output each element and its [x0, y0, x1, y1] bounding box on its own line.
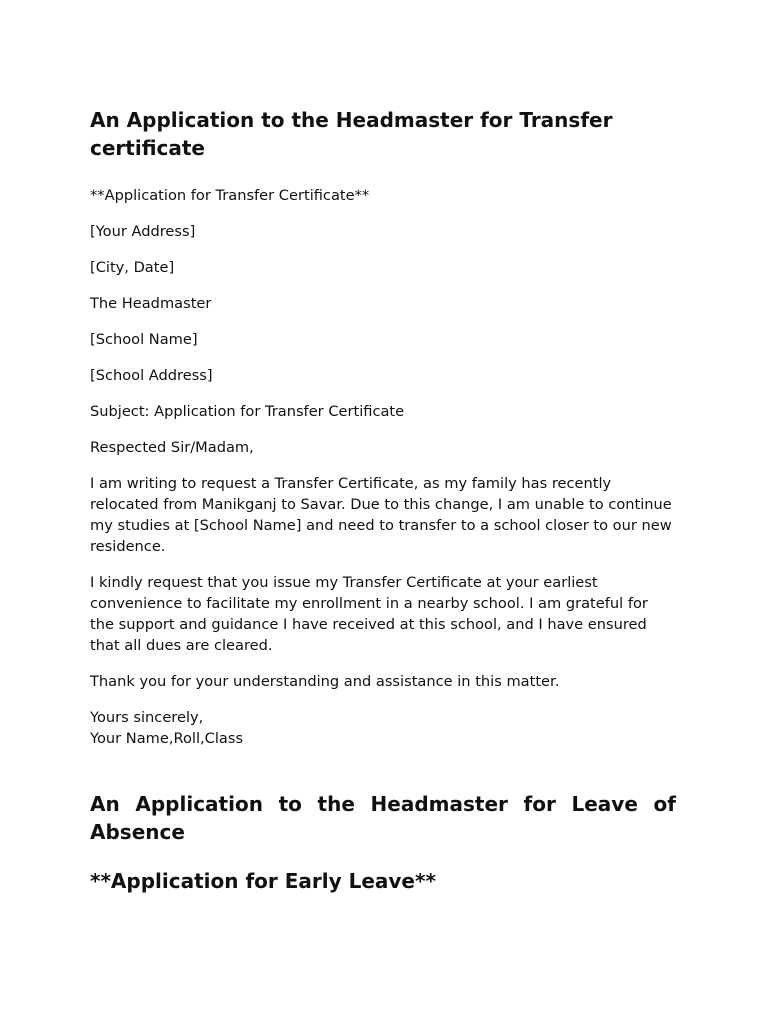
body-paragraph-2: I kindly request that you issue my Transfer Certificate at your earliest convenience to facilitate my enrollment in a nearby school. I am grateful for the support and guidance I have received at this school, and I have ensured that all dues are cleared. — [90, 574, 648, 654]
application-heading: **Application for Transfer Certificate** — [90, 187, 370, 204]
salutation: Respected Sir/Madam, — [90, 439, 254, 456]
document-page — [90, 106, 676, 895]
early-leave-heading: **Application for Early Leave** — [90, 869, 436, 893]
school-address: [School Address] — [90, 367, 213, 384]
school-name: [School Name] — [90, 331, 198, 348]
recipient: The Headmaster — [90, 295, 212, 312]
section-spacer — [90, 749, 676, 790]
body-paragraph-3: Thank you for your understanding and assistance in this matter. — [90, 673, 560, 690]
body-paragraph-1: I am writing to request a Transfer Certificate, as my family has recently relocated from Manikganj to Savar. Due to this change, I am unable to continue my studies at [School Name] and need to transfer to a school closer to our new residence. — [90, 475, 672, 555]
sender-address: [Your Address] — [90, 223, 196, 240]
city-date: [City, Date] — [90, 259, 175, 276]
subject-line: Subject: Application for Transfer Certificate — [90, 403, 405, 420]
leave-of-absence-title: An Application to the Headmaster for Leave of Absence — [90, 792, 676, 844]
signature-line: Your Name,Roll,Class — [90, 730, 244, 747]
closing-phrase: Yours sincerely, — [90, 709, 204, 726]
transfer-certificate-title: An Application to the Headmaster for Transfer certificate — [90, 108, 613, 160]
